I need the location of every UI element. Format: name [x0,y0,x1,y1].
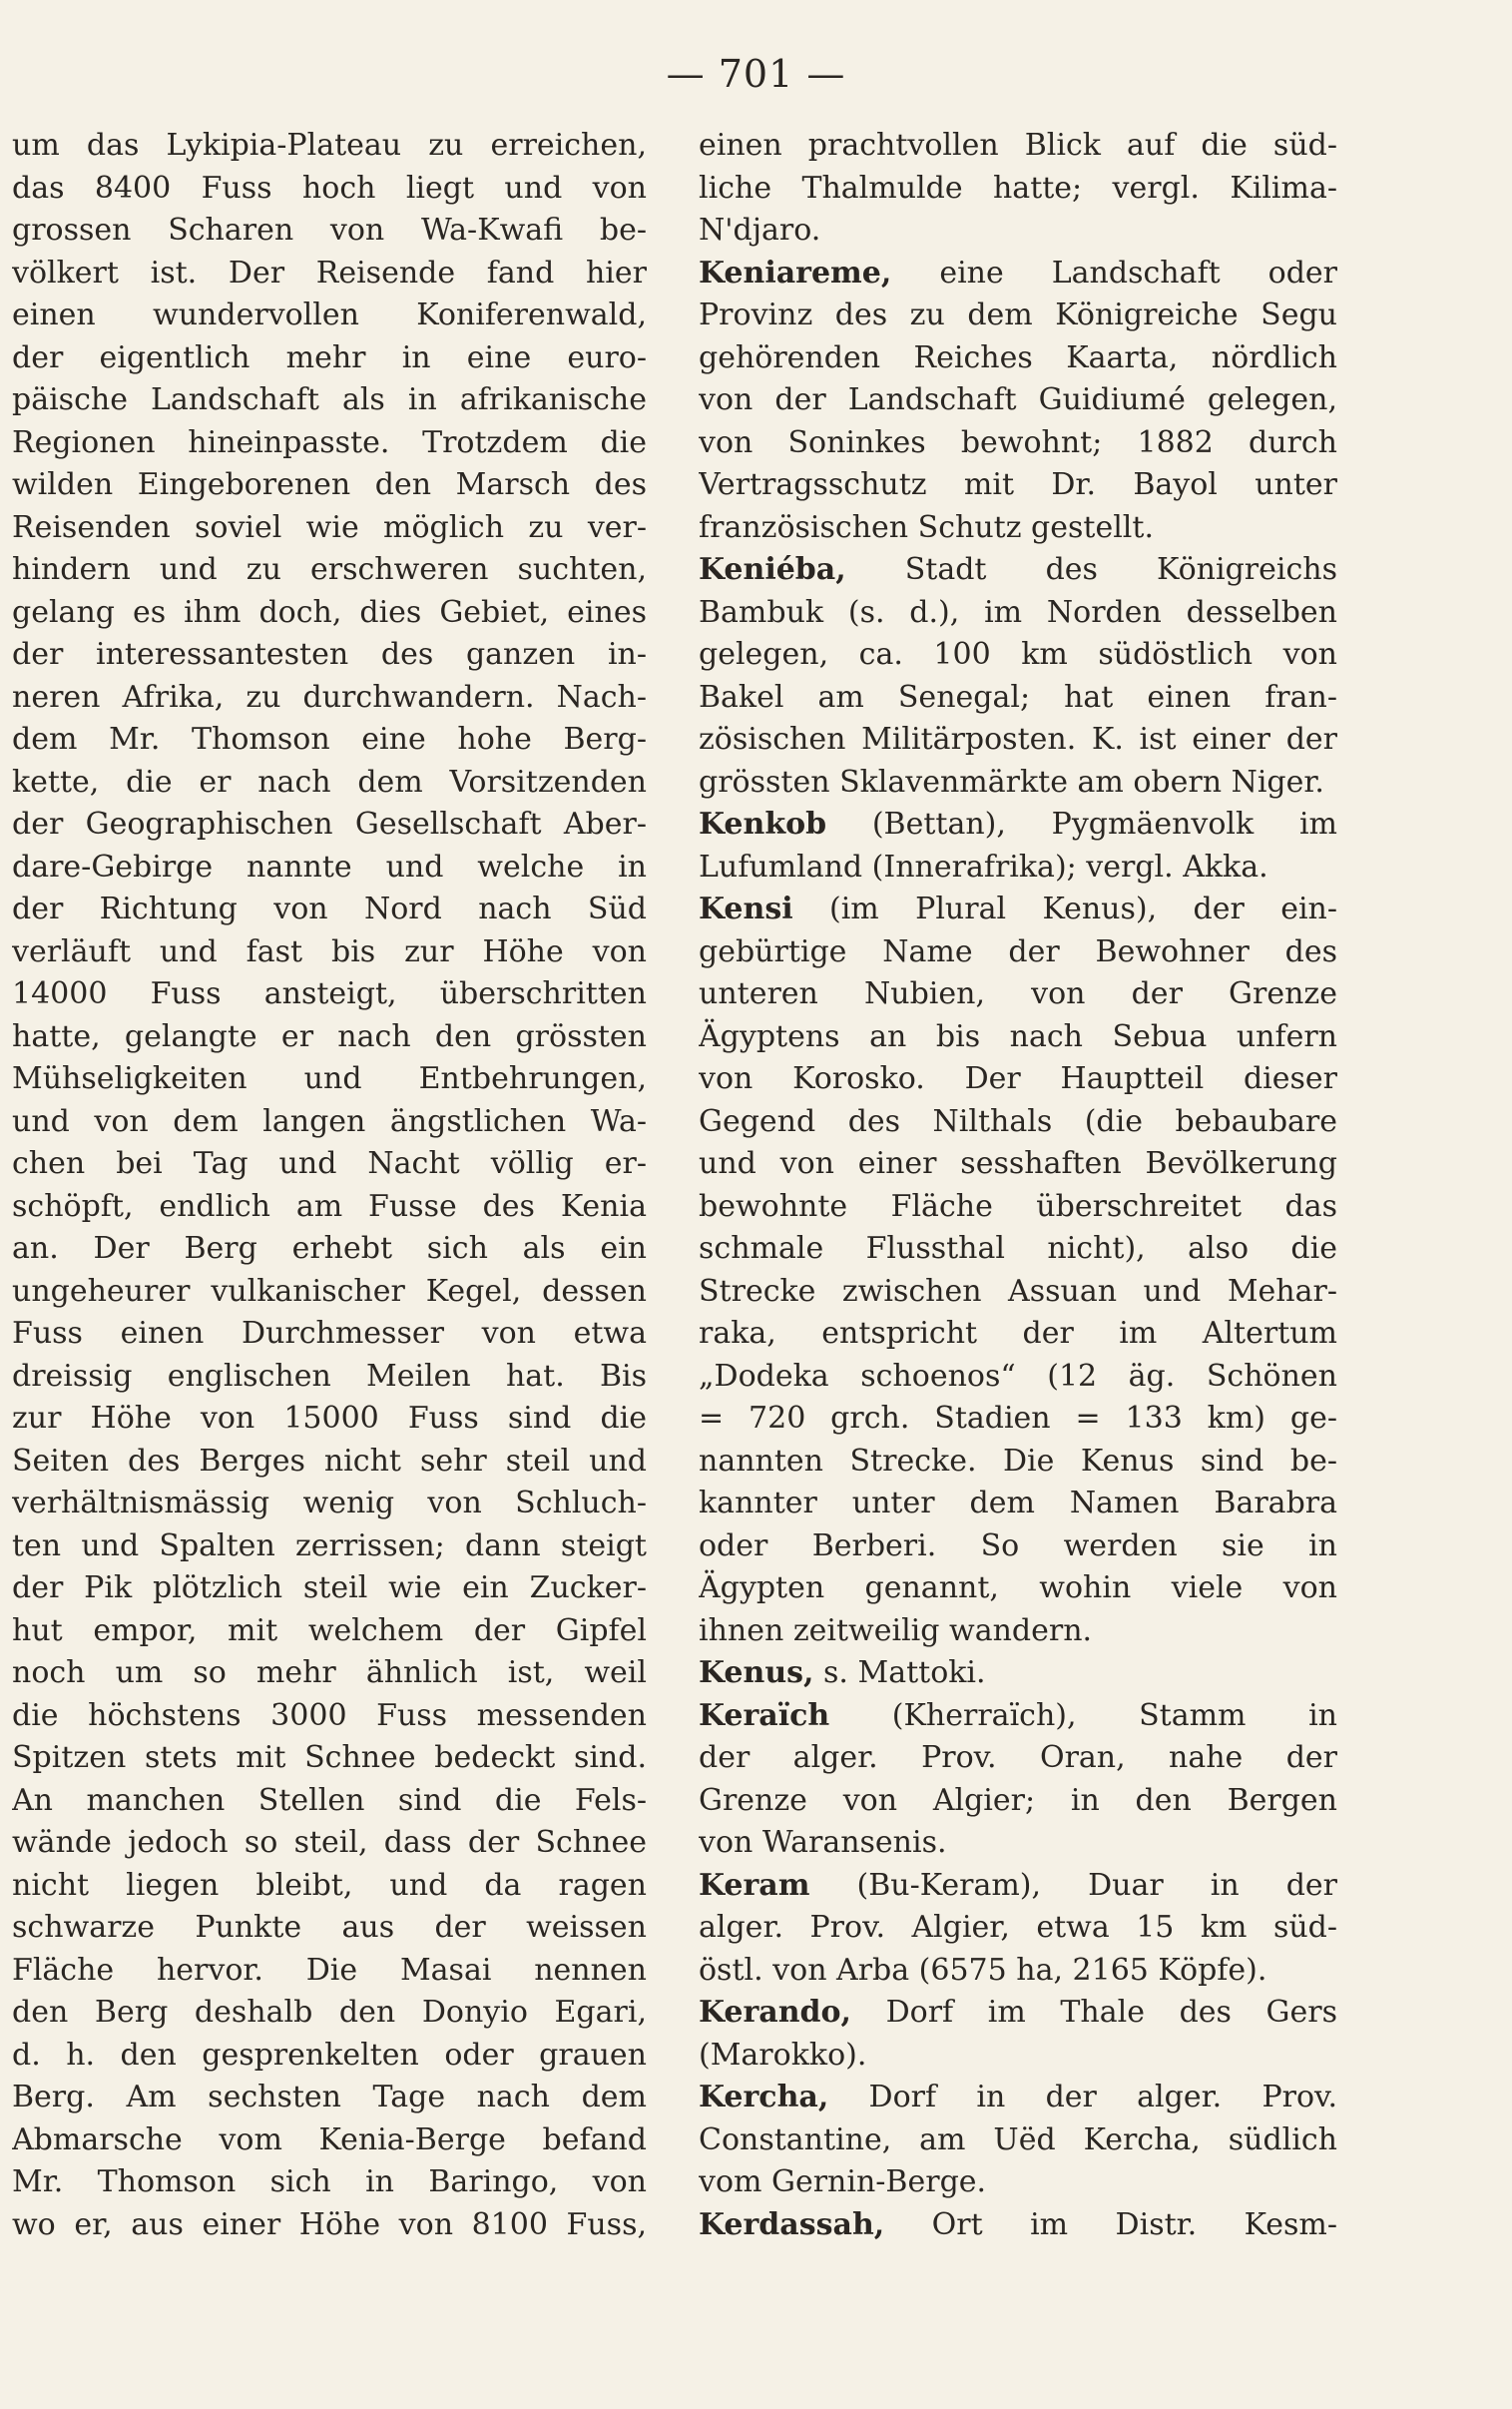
line-text: päische Landschaft als in afrikanische [12,382,647,417]
text-line [12,1271,647,1314]
text-line [12,1737,647,1780]
line-text: gelegen, ca. 100 km südöstlich von [699,637,1337,672]
text-line [12,2161,647,2204]
text-line [12,1016,647,1059]
line-text: der Richtung von Nord nach Süd [12,892,647,926]
line-text: östl. von Arba (6575 ha, 2165 Köpfe). [699,1952,1267,1988]
line-text: vom Gernin-Berge. [699,2164,987,2199]
entry-headword: Keraïch [699,1697,830,1733]
text-line [699,1483,1337,1525]
line-text: Ägyptens an bis nach Sebua unfern [699,1018,1337,1054]
text-line [12,2119,647,2162]
text-line [12,2077,647,2119]
text-line [699,1780,1337,1823]
line-text: wände jedoch so steil, dass der Schnee [12,1825,647,1860]
line-text: Abmarsche vom Kenia-Berge befand [12,2121,647,2157]
line-text: (Kherraïch), Stamm in [829,1697,1337,1733]
line-text: von Waransenis. [699,1825,947,1860]
text-line [12,1058,647,1101]
text-line [699,1992,1337,2035]
text-line [12,1950,647,1993]
text-line [12,2204,647,2247]
line-text: nannten Strecke. Die Kenus sind be- [699,1443,1337,1479]
text-line [699,1567,1337,1610]
text-line [699,973,1337,1016]
line-text: Bambuk (s. d.), im Norden desselben [699,594,1337,630]
line-text: (im Plural Kenus), der ein- [792,892,1337,926]
text-line [12,295,647,337]
line-text: kette, die er nach dem Vorsitzenden [12,764,647,800]
line-text: ungeheurer vulkanischer Kegel, dessen [12,1273,647,1309]
text-line [699,464,1337,507]
entry-headword: Keram [699,1867,810,1903]
line-text: einen wundervollen Koniferenwald, [12,298,647,332]
text-line [12,719,647,762]
line-text: und von dem langen ängstlichen Wa- [12,1103,647,1139]
text-line [699,549,1337,592]
line-text: um das Lykipia-Plateau zu erreichen, [12,128,647,163]
text-line [699,295,1337,337]
line-text: chen bei Tag und Nacht völlig er- [12,1146,647,1181]
line-text: Spitzen stets mit Schnee bedeckt sind. [12,1740,647,1775]
entry-headword: Kenkob [699,807,827,842]
line-text: raka, entspricht der im Altertum [699,1316,1337,1351]
text-line [12,804,647,847]
line-text: schwarze Punkte aus der weissen [12,1910,647,1945]
text-line [699,422,1337,465]
line-text: N'djaro. [699,213,821,248]
text-line [699,1398,1337,1441]
line-text: bewohnte Fläche überschreitet das [699,1188,1337,1224]
text-line [699,931,1337,974]
line-text: „Dodeka schoenos“ (12 äg. Schönen [699,1358,1337,1394]
text-line [12,2035,647,2078]
text-line [699,1313,1337,1356]
text-line [699,762,1337,805]
line-text: kannter unter dem Namen Barabra [699,1486,1337,1520]
text-line [12,889,647,931]
line-text: grossen Scharen von Wa-Kwafi be- [12,213,647,248]
text-line [12,1865,647,1908]
line-text: Mühseligkeiten und Entbehrungen, [12,1061,647,1096]
line-text: Gegend des Nilthals (die bebaubare [699,1103,1337,1139]
line-text: unteren Nubien, von der Grenze [699,976,1337,1011]
text-line [699,1822,1337,1865]
text-line [699,337,1337,380]
line-text: hut empor, mit welchem der Gipfel [12,1612,647,1648]
line-text: Fuss einen Durchmesser von etwa [12,1316,647,1351]
line-text: noch um so mehr ähnlich ist, weil [12,1655,647,1690]
text-line [699,1058,1337,1101]
text-line [699,1950,1337,1993]
entry-headword: Kerdassah, [699,2206,885,2242]
line-text: Dorf im Thale des Gers [851,1995,1337,2030]
text-line [12,464,647,507]
line-text: Ägypten genannt, wohin viele von [699,1570,1337,1605]
text-line [12,1143,647,1186]
line-text: hindern und zu erschweren suchten, [12,552,647,587]
line-text: Mr. Thomson sich in Baringo, von [12,2164,647,2199]
text-line [12,973,647,1016]
line-text: von Korosko. Der Hauptteil dieser [699,1061,1337,1096]
line-text: gebürtige Name der Bewohner des [699,933,1337,969]
left-column [12,125,647,2246]
line-text: Ort im Distr. Kesm- [884,2206,1337,2242]
line-text: Lufumland (Innerafrika); vergl. Akka. [699,849,1268,885]
text-line [699,592,1337,635]
text-line [12,1356,647,1399]
text-line [12,1992,647,2035]
line-text: An manchen Stellen sind die Fels- [12,1782,647,1818]
line-text: verläuft und fast bis zur Höhe von [12,933,647,969]
line-text: ten und Spalten zerrissen; dann steigt [12,1527,647,1563]
text-line [699,1610,1337,1653]
text-line [699,719,1337,762]
text-line [12,379,647,422]
text-line [699,1186,1337,1229]
text-line [12,125,647,168]
line-text: den Berg deshalb den Donyio Egari, [12,1995,647,2030]
line-text: gelang es ihm doch, dies Gebiet, eines [12,594,647,630]
entry-headword: Keniareme, [699,255,892,291]
text-line [12,592,647,635]
line-text: das 8400 Fuss hoch liegt und von [12,170,647,206]
line-text: Bakel am Senegal; hat einen fran- [699,679,1337,715]
text-line [12,1652,647,1695]
line-text: s. Mattoki. [813,1655,986,1690]
line-text: wilden Eingeborenen den Marsch des [12,467,647,502]
line-text: schmale Flussthal nicht), also die [699,1231,1337,1266]
text-line [699,507,1337,550]
text-line [699,1865,1337,1908]
line-text: an. Der Berg erhebt sich als ein [12,1231,647,1266]
text-line [12,931,647,974]
page-number: — 701 — [666,52,846,96]
line-text: wo er, aus einer Höhe von 8100 Fuss, [12,2206,647,2242]
text-line [12,549,647,592]
line-text: dreissig englischen Meilen hat. Bis [12,1358,647,1394]
line-text: der Pik plötzlich steil wie ein Zucker- [12,1570,647,1605]
text-line [12,337,647,380]
text-line [12,1567,647,1610]
text-line [699,2204,1337,2247]
text-line [12,1101,647,1144]
line-text: Constantine, am Uëd Kercha, südlich [699,2121,1337,2157]
text-line [12,1610,647,1653]
line-text: alger. Prov. Algier, etwa 15 km süd- [699,1910,1337,1945]
text-line [699,2119,1337,2162]
text-line [699,1652,1337,1695]
line-text: eine Landschaft oder [891,255,1337,291]
line-text: Fläche hervor. Die Masai nennen [12,1952,647,1988]
text-line [699,2035,1337,2078]
line-text: Provinz des zu dem Königreiche Segu [699,298,1337,332]
text-line [12,1228,647,1271]
entry-headword: Kercha, [699,2080,829,2114]
line-text: Stadt des Königreichs [845,552,1337,587]
line-text: Seiten des Berges nicht sehr steil und [12,1443,647,1479]
text-line [699,2077,1337,2119]
text-line [699,2161,1337,2204]
text-line [699,1101,1337,1144]
line-text: oder Berberi. So werden sie in [699,1527,1337,1563]
text-line [12,1822,647,1865]
text-line [699,210,1337,253]
line-text: verhältnismässig wenig von Schluch- [12,1486,647,1520]
text-line [12,1525,647,1568]
text-line [699,253,1337,296]
line-text: Dorf in der alger. Prov. [828,2080,1337,2114]
text-line [699,1695,1337,1738]
line-text: der interessantesten des ganzen in- [12,637,647,672]
text-line [699,125,1337,168]
line-text: der alger. Prov. Oran, nahe der [699,1740,1337,1775]
line-text: (Bu-Keram), Duar in der [809,1867,1337,1903]
line-text: neren Afrika, zu durchwandern. Nach- [12,679,647,715]
line-text: Reisenden soviel wie möglich zu ver- [12,509,647,545]
text-line [12,210,647,253]
text-line [699,1907,1337,1950]
line-text: die höchstens 3000 Fuss messenden [12,1697,647,1733]
text-line [699,1271,1337,1314]
text-line [699,1143,1337,1186]
entry-headword: Kerando, [699,1995,851,2030]
line-text: schöpft, endlich am Fusse des Kenia [12,1188,647,1224]
line-text: von Soninkes bewohnt; 1882 durch [699,424,1337,460]
text-line [699,1016,1337,1059]
text-line [12,847,647,890]
line-text: dare-Gebirge nannte und welche in [12,849,647,885]
entry-headword: Kensi [699,892,793,926]
text-line [12,1186,647,1229]
text-line [699,1737,1337,1780]
text-line [699,379,1337,422]
text-line [12,1398,647,1441]
line-text: = 720 grch. Stadien = 133 km) ge- [699,1401,1337,1436]
line-text: Grenze von Algier; in den Bergen [699,1782,1337,1818]
line-text: dem Mr. Thomson eine hohe Berg- [12,722,647,757]
line-text: der eigentlich mehr in eine euro- [12,339,647,375]
text-line [699,634,1337,677]
text-line [12,677,647,720]
text-line [699,677,1337,720]
line-text: der Geographischen Gesellschaft Aber- [12,807,647,842]
entry-headword: Kenus, [699,1655,814,1690]
text-line [12,634,647,677]
line-text: Berg. Am sechsten Tage nach dem [12,2080,647,2114]
line-text: Regionen hineinpasste. Trotzdem die [12,424,647,460]
text-line [699,804,1337,847]
text-line [12,762,647,805]
line-text: zur Höhe von 15000 Fuss sind die [12,1401,647,1436]
line-text: Vertragsschutz mit Dr. Bayol unter [699,467,1337,502]
line-text: gehörenden Reiches Kaarta, nördlich [699,339,1337,375]
line-text: einen prachtvollen Blick auf die süd- [699,128,1337,163]
line-text: liche Thalmulde hatte; vergl. Kilima- [699,170,1337,206]
text-line [12,1780,647,1823]
line-text: (Marokko). [699,2037,867,2073]
line-text: d. h. den gesprenkelten oder grauen [12,2037,647,2073]
line-text: völkert ist. Der Reisende fand hier [12,255,647,291]
line-text: 14000 Fuss ansteigt, überschritten [12,976,647,1011]
line-text: Strecke zwischen Assuan und Mehar- [699,1273,1337,1309]
text-line [699,889,1337,931]
text-line [699,1525,1337,1568]
text-line [699,1441,1337,1484]
line-text: (Bettan), Pygmäenvolk im [826,807,1337,842]
text-line [699,1356,1337,1399]
text-line [12,1441,647,1484]
right-column [699,125,1337,2246]
entry-headword: Keniéba, [699,552,846,587]
text-line [12,1483,647,1525]
text-line [12,168,647,211]
line-text: hatte, gelangte er nach den grössten [12,1018,647,1054]
text-line [12,507,647,550]
line-text: grössten Sklavenmärkte am obern Niger. [699,764,1324,800]
text-line [12,422,647,465]
text-line [699,1228,1337,1271]
text-line [699,847,1337,890]
text-line [12,1907,647,1950]
line-text: zösischen Militärposten. K. ist einer der [699,722,1337,757]
text-line [12,253,647,296]
text-line [12,1313,647,1356]
text-line [699,168,1337,211]
line-text: französischen Schutz gestellt. [699,509,1154,545]
line-text: nicht liegen bleibt, und da ragen [12,1867,647,1903]
text-line [12,1695,647,1738]
line-text: und von einer sesshaften Bevölkerung [699,1146,1337,1181]
line-text: von der Landschaft Guidiumé gelegen, [699,382,1337,417]
line-text: ihnen zeitweilig wandern. [699,1612,1093,1648]
